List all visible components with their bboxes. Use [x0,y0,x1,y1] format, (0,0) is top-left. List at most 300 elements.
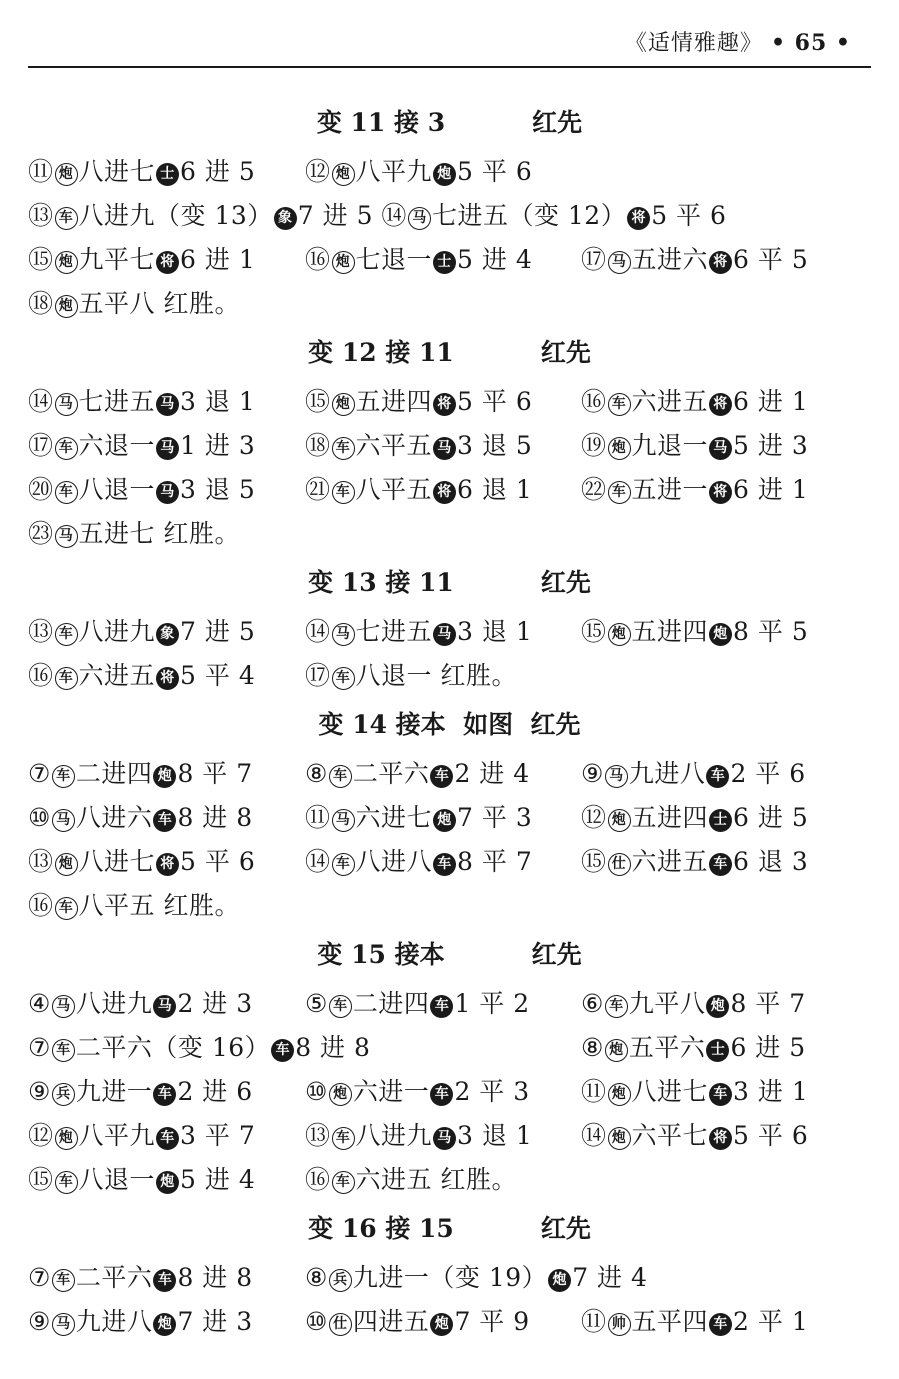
black-piece-icon: 将 [433,393,456,416]
move-text: 8 进 8 [177,1263,253,1292]
move-text: 八平九 [78,1121,156,1150]
red-piece-icon: 车 [52,1039,75,1062]
move-text: 6 进 5 [180,157,256,186]
black-piece-icon: 将 [156,667,179,690]
red-piece-icon: 仕 [329,1313,352,1336]
red-piece-icon: 马 [605,765,628,788]
black-piece-icon: 将 [627,207,650,230]
move-text: ⑱ [28,289,54,318]
move-entry [581,752,806,796]
move-text: 八进九 [75,989,153,1018]
move-text: 五进四 [631,803,709,832]
move-text: 7 进 5 [180,617,256,646]
move-text: 八进七 [78,157,156,186]
move-text: ㉑ [305,475,331,504]
move-text: 五平六 [628,1033,706,1062]
move-entry [28,512,240,556]
red-piece-icon: 炮 [608,1127,631,1150]
red-piece-icon: 车 [608,393,631,416]
move-text: ⑩ [305,1077,328,1106]
move-text: 七退一 [355,245,433,274]
move-text: 八平五 [355,475,433,504]
move-row [28,1114,871,1158]
move-entry [28,796,253,840]
move-text: 八进九 [78,617,156,646]
move-text: 六进五 [78,661,156,690]
move-text: ⑯ [581,387,607,416]
move-entry [581,424,808,468]
move-text: 6 退 1 [457,475,533,504]
move-row [28,282,871,326]
red-piece-icon: 车 [332,853,355,876]
move-text: 八进六 [75,803,153,832]
move-row [28,654,871,698]
red-piece-icon: 炮 [608,437,631,460]
move-text: 2 进 6 [177,1077,253,1106]
red-piece-icon: 炮 [329,1083,352,1106]
variation-title: 变 14 接本 如图 红先 [318,710,581,739]
move-text: 2 进 3 [177,989,253,1018]
move-text: 八进八 [355,847,433,876]
move-text: 7 进 4 [572,1263,648,1292]
move-text: ⑨ [28,1307,51,1336]
black-piece-icon: 将 [156,251,179,274]
move-text: 3 退 1 [457,1121,533,1150]
move-text: ⑫ [28,1121,54,1150]
move-text: ⑱ [305,431,331,460]
red-piece-icon: 炮 [608,623,631,646]
move-text: 2 平 1 [733,1307,809,1336]
move-text: 九进一（变 19） [352,1263,548,1292]
black-piece-icon: 炮 [433,163,456,186]
move-text: 3 进 1 [733,1077,809,1106]
red-piece-icon: 炮 [55,295,78,318]
move-text: ⑰ [581,245,607,274]
black-piece-icon: 马 [153,995,176,1018]
move-text: 7 平 3 [457,803,533,832]
move-entry [305,1300,530,1344]
red-piece-icon: 炮 [608,809,631,832]
move-entry [28,982,253,1026]
black-piece-icon: 炮 [153,1313,176,1336]
move-text: 8 平 5 [733,617,809,646]
move-row [28,150,871,194]
red-piece-icon: 马 [408,207,431,230]
move-text: 七进五 [78,387,156,416]
move-text: ⑨ [28,1077,51,1106]
move-row [28,512,871,556]
move-entry [305,238,532,282]
move-text: 二进四 [352,989,430,1018]
move-text: ⑯ [305,245,331,274]
black-piece-icon: 马 [156,481,179,504]
move-text: 八进七 [631,1077,709,1106]
move-entry [28,610,255,654]
move-entry [305,380,532,424]
move-text: 六平五 [355,431,433,460]
black-piece-icon: 车 [430,1083,453,1106]
red-piece-icon: 车 [55,897,78,920]
move-entry [581,1114,808,1158]
move-text: 九进八 [75,1307,153,1336]
red-piece-icon: 炮 [55,163,78,186]
move-entry [581,1026,806,1070]
move-entry [581,610,808,654]
move-text: ⑰ [305,661,331,690]
move-entry [305,752,530,796]
move-text: 6 退 3 [733,847,809,876]
red-piece-icon: 炮 [332,393,355,416]
move-text: ⑦ [28,1033,51,1062]
red-piece-icon: 马 [55,525,78,548]
move-text: 八平九 [355,157,433,186]
move-entry [305,654,517,698]
move-text: ⑨ [581,759,604,788]
move-text: 6 进 5 [730,1033,806,1062]
move-text: 八进九（变 13） [78,201,273,230]
black-piece-icon: 马 [709,437,732,460]
black-piece-icon: 将 [433,481,456,504]
red-piece-icon: 仕 [608,853,631,876]
move-entry [28,1026,370,1070]
move-text: ⑰ [28,431,54,460]
move-text: ⑳ [28,475,54,504]
black-piece-icon: 炮 [430,1313,453,1336]
move-entry [28,752,253,796]
move-text: 6 进 5 [733,803,809,832]
red-piece-icon: 马 [52,809,75,832]
move-text: ⑮ [28,245,54,274]
move-text: 8 进 8 [177,803,253,832]
move-text: 6 进 1 [180,245,256,274]
move-row [28,752,871,796]
black-piece-icon: 车 [271,1039,294,1062]
red-piece-icon: 炮 [55,251,78,274]
black-piece-icon: 马 [433,1127,456,1150]
red-piece-icon: 马 [55,393,78,416]
move-entry [28,654,255,698]
red-piece-icon: 车 [605,995,628,1018]
black-piece-icon: 象 [274,207,297,230]
variation-title: 变 16 接 15 红先 [308,1214,591,1243]
red-piece-icon: 车 [55,1171,78,1194]
move-text: 六进一 [352,1077,430,1106]
move-entry [28,1158,255,1202]
move-text: 7 平 9 [454,1307,530,1336]
move-entry [305,982,530,1026]
move-text: 六进五 [631,387,709,416]
black-piece-icon: 士 [433,251,456,274]
move-text: 八平五 红胜。 [78,891,240,920]
move-text: 五进四 [355,387,433,416]
black-piece-icon: 炮 [156,1171,179,1194]
move-text: ⑧ [305,759,328,788]
move-text: 5 平 6 [180,847,256,876]
move-entry [28,150,255,194]
move-text: ⑮ [581,847,607,876]
move-entry [28,380,255,424]
move-entry [581,1070,808,1114]
move-text: ⑫ [305,157,331,186]
move-text: ⑭ [305,617,331,646]
move-text: 5 平 6 [651,201,727,230]
red-piece-icon: 帅 [608,1313,631,1336]
move-entry [581,840,808,884]
move-text: 九平七 [78,245,156,274]
red-piece-icon: 车 [332,667,355,690]
move-entry [305,840,532,884]
black-piece-icon: 炮 [548,1269,571,1292]
move-text: ⑪ [581,1307,607,1336]
move-text: 六进五 红胜。 [355,1165,517,1194]
move-text: 二平六 [75,1263,153,1292]
move-text: 8 平 7 [177,759,253,788]
red-piece-icon: 马 [332,623,355,646]
move-text: 3 退 1 [457,617,533,646]
black-piece-icon: 马 [433,437,456,460]
move-entry [305,1158,517,1202]
red-piece-icon: 车 [55,481,78,504]
move-entry [28,1300,253,1344]
move-text: 5 进 4 [457,245,533,274]
page-number: • 65 • [770,30,851,56]
move-text: 5 进 4 [180,1165,256,1194]
move-entry [581,468,808,512]
move-text: 2 进 4 [454,759,530,788]
move-row [28,982,871,1026]
move-text: ⑲ [581,431,607,460]
move-text: 五平八 红胜。 [78,289,240,318]
move-text: 3 退 5 [180,475,256,504]
move-text: ⑪ [581,1077,607,1106]
move-text: ⑤ [305,989,328,1018]
move-text: 3 退 5 [457,431,533,460]
move-text: 3 退 1 [180,387,256,416]
move-text: ⑥ [581,989,604,1018]
move-text: 二平六 [352,759,430,788]
red-piece-icon: 车 [55,623,78,646]
black-piece-icon: 车 [153,809,176,832]
red-piece-icon: 炮 [332,163,355,186]
move-text: ⑩ [28,803,51,832]
move-row [28,424,871,468]
move-text: ⑭ [28,387,54,416]
red-piece-icon: 车 [55,667,78,690]
move-text: 八退一 红胜。 [355,661,517,690]
move-text: 五进六 [631,245,709,274]
move-text: 八退一 [78,475,156,504]
move-text: 六进七 [355,803,433,832]
black-piece-icon: 车 [153,1269,176,1292]
black-piece-icon: 车 [709,1083,732,1106]
move-text: ⑮ [28,1165,54,1194]
black-piece-icon: 车 [430,765,453,788]
move-text: 五平四 [631,1307,709,1336]
move-text: 二进四 [75,759,153,788]
move-text: ④ [28,989,51,1018]
black-piece-icon: 士 [706,1039,729,1062]
move-text: 九进八 [628,759,706,788]
variation-title: 变 11 接 3 红先 [316,108,583,137]
move-text: ⑭ [581,1121,607,1150]
move-text: 五进七 红胜。 [78,519,240,548]
red-piece-icon: 炮 [332,251,355,274]
red-piece-icon: 车 [332,437,355,460]
move-text: 5 平 6 [733,1121,809,1150]
move-row [28,840,871,884]
move-text: ⑪ [305,803,331,832]
move-text: ⑮ [305,387,331,416]
move-row [28,1158,871,1202]
black-piece-icon: 马 [156,437,179,460]
move-text: ㉒ [581,475,607,504]
black-piece-icon: 车 [433,853,456,876]
book-title: 《适情雅趣》 [624,31,763,56]
move-text: 2 平 6 [730,759,806,788]
move-text: ⑬ [305,1121,331,1150]
variation-title: 变 13 接 11 红先 [308,568,591,597]
red-piece-icon: 炮 [55,853,78,876]
red-piece-icon: 马 [332,809,355,832]
move-text: 八进九 [355,1121,433,1150]
red-piece-icon: 马 [52,1313,75,1336]
red-piece-icon: 车 [332,1171,355,1194]
move-text: 六平七 [631,1121,709,1150]
move-row [28,1026,871,1070]
move-text: 5 平 6 [457,157,533,186]
move-text: 8 平 7 [730,989,806,1018]
move-row [28,796,871,840]
move-entry [28,238,255,282]
red-piece-icon: 炮 [605,1039,628,1062]
red-piece-icon: 炮 [55,1127,78,1150]
move-text: ⑦ [28,1263,51,1292]
move-text: 8 平 7 [457,847,533,876]
move-entry [305,1114,532,1158]
move-entry [305,150,532,194]
red-piece-icon: 车 [52,1269,75,1292]
red-piece-icon: 马 [52,995,75,1018]
move-row [28,1256,871,1300]
red-piece-icon: 车 [332,481,355,504]
red-piece-icon: 兵 [329,1269,352,1292]
black-piece-icon: 车 [156,1127,179,1150]
move-entry [28,1114,255,1158]
move-row [28,1070,871,1114]
move-text: 五进四 [631,617,709,646]
move-row [28,1300,871,1344]
red-piece-icon: 马 [608,251,631,274]
black-piece-icon: 士 [709,809,732,832]
black-piece-icon: 将 [709,481,732,504]
move-text: ⑮ [581,617,607,646]
move-text: ⑫ [581,803,607,832]
move-row [28,380,871,424]
move-entry [581,238,808,282]
move-entry [305,796,532,840]
move-entry [28,1256,253,1300]
move-entry [305,468,532,512]
red-piece-icon: 车 [55,437,78,460]
move-row [28,238,871,282]
move-text: ⑦ [28,759,51,788]
red-piece-icon: 兵 [52,1083,75,1106]
move-row [28,610,871,654]
move-text: ⑯ [28,891,54,920]
move-entry [581,796,808,840]
black-piece-icon: 车 [706,765,729,788]
move-text: ⑧ [581,1033,604,1062]
move-text: ⑪ [28,157,54,186]
move-text: 6 进 1 [733,475,809,504]
black-piece-icon: 将 [709,1127,732,1150]
black-piece-icon: 炮 [706,995,729,1018]
move-text: ⑧ [305,1263,328,1292]
move-entry [28,1070,253,1114]
red-piece-icon: 车 [52,765,75,788]
move-row [28,884,871,928]
move-row [28,194,871,238]
page-header [28,18,871,68]
move-text: 七进五 [355,617,433,646]
black-piece-icon: 炮 [709,623,732,646]
move-text: ⑯ [28,661,54,690]
move-text: 5 平 6 [457,387,533,416]
move-row [28,468,871,512]
move-text: ⑬ [28,201,54,230]
move-entry [581,982,806,1026]
black-piece-icon: 马 [433,623,456,646]
move-entry [28,468,255,512]
move-text: 八退一 [78,1165,156,1194]
black-piece-icon: 炮 [433,809,456,832]
black-piece-icon: 马 [156,393,179,416]
black-piece-icon: 车 [709,1313,732,1336]
red-piece-icon: 车 [332,1127,355,1150]
page-body [28,96,871,1344]
move-text: 6 平 5 [733,245,809,274]
red-piece-icon: 车 [608,481,631,504]
move-entry [305,1256,647,1300]
black-piece-icon: 士 [156,163,179,186]
red-piece-icon: 炮 [608,1083,631,1106]
black-piece-icon: 将 [709,393,732,416]
move-entry [28,282,240,326]
black-piece-icon: 将 [709,251,732,274]
move-text: 八进七 [78,847,156,876]
move-text: 七进五（变 12） [431,201,627,230]
move-text: 五进一 [631,475,709,504]
black-piece-icon: 车 [430,995,453,1018]
move-text: 6 进 1 [733,387,809,416]
move-entry [28,840,255,884]
move-text: 六退一 [78,431,156,460]
move-text: 8 进 8 [295,1033,371,1062]
running-head [625,26,851,57]
move-text: ㉓ [28,519,54,548]
move-text: 5 进 3 [733,431,809,460]
move-text: 九进一 [75,1077,153,1106]
move-entry [581,380,808,424]
move-text: ⑬ [28,847,54,876]
move-text: 7 进 3 [177,1307,253,1336]
move-text: 1 平 2 [454,989,530,1018]
move-text: 7 进 5 ⑭ [297,201,407,230]
move-text: ⑭ [305,847,331,876]
move-entry [28,424,255,468]
black-piece-icon: 象 [156,623,179,646]
black-piece-icon: 将 [156,853,179,876]
